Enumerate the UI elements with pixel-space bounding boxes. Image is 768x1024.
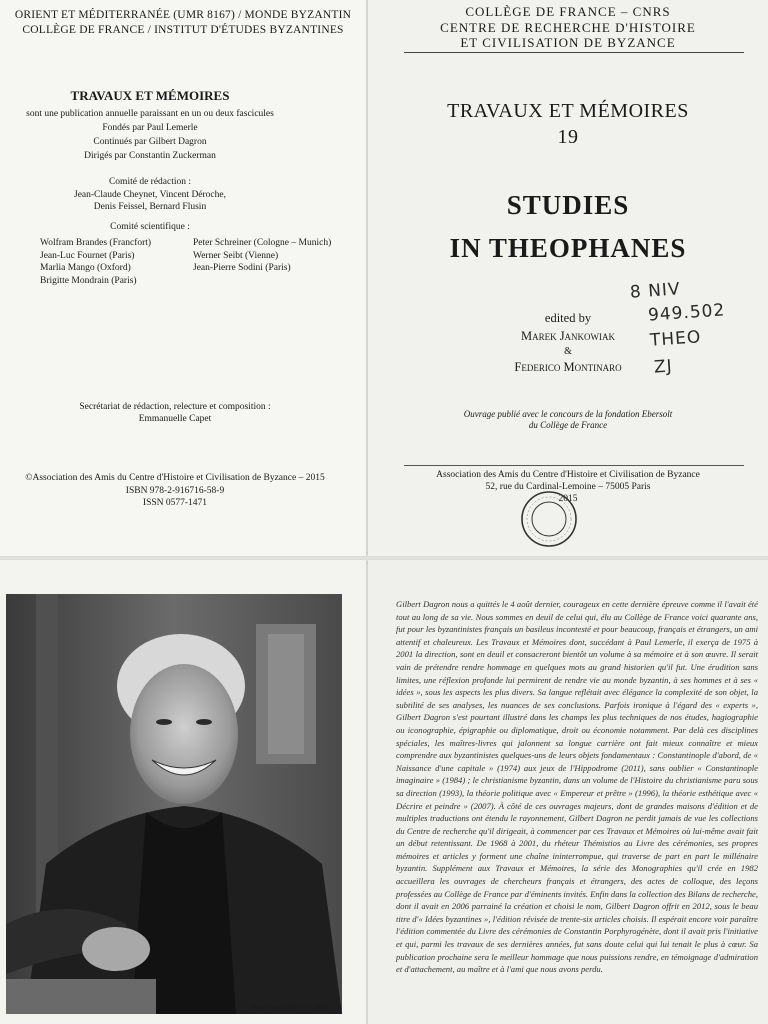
directed-by: Dirigés par Constantin Zuckerman xyxy=(84,151,216,161)
series-description-block xyxy=(0,107,300,163)
secretariat-label: Secrétariat de rédaction, relecture et composition : xyxy=(79,402,271,412)
photo-credit: Paris, 4 mars 2007 © C. Hélie xyxy=(252,1004,331,1011)
series-name: TRAVAUX ET MÉMOIRES xyxy=(447,100,689,122)
title-header-line-2: CENTRE DE RECHERCHE D'HISTOIRE xyxy=(440,19,696,35)
secretariat-name: Emmanuelle Capet xyxy=(138,414,212,424)
issn: ISSN 0577-1471 xyxy=(142,498,208,508)
portrait-page xyxy=(0,560,366,1024)
series-title: TRAVAUX ET MÉMOIRES xyxy=(70,88,230,103)
committee-member: Werner Seibt (Vienne) xyxy=(193,250,279,261)
support-line-1: Ouvrage publié avec le concours de la fondation Ebersolt xyxy=(463,409,673,419)
handwritten-shelfmark-2: 949.502 xyxy=(647,300,726,326)
editor-1: Marek Jankowiak xyxy=(520,329,616,343)
title-page-header xyxy=(368,4,768,51)
volume-number: 19 xyxy=(557,126,579,148)
tribute-text-page xyxy=(368,560,768,1024)
scientific-committee-left xyxy=(40,237,190,287)
title-header-line-3: ET CIVILISATION DE BYZANCE xyxy=(460,35,676,50)
edited-by-label: edited by xyxy=(544,311,592,325)
secretariat xyxy=(0,401,350,425)
copyright-block xyxy=(0,472,350,510)
book-title-line-1: STUDIES xyxy=(506,190,630,220)
copyright-line: ©Association des Amis du Centre d'Histoire et Civilisation de Byzance – 2015 xyxy=(25,473,325,483)
handwritten-shelfmark-4: ZJ xyxy=(653,356,674,378)
header-line-1: ORIENT ET MÉDITERRANÉE (UMR 8167) / MONDE BYZANTIN xyxy=(14,9,352,21)
publisher-address: 52, rue du Cardinal-Lemoine – 75005 Paris xyxy=(485,482,651,492)
editor-2: Federico Montinaro xyxy=(514,360,622,374)
portrait-photo xyxy=(6,594,342,1014)
header-line-2: COLLÈGE DE FRANCE / INSTITUT D'ÉTUDES BYZANTINES xyxy=(22,24,344,36)
title-header-line-1: COLLÈGE DE FRANCE – CNRS xyxy=(465,4,671,19)
library-stamp-icon xyxy=(520,490,578,548)
editorial-committee-line-1: Jean-Claude Cheynet, Vincent Déroche, xyxy=(74,189,226,200)
book-title xyxy=(368,184,768,270)
scientific-committee-right xyxy=(193,237,363,275)
isbn: ISBN 978-2-916716-58-9 xyxy=(125,485,225,496)
header-rule xyxy=(404,52,744,53)
publisher-rule xyxy=(404,465,744,466)
institution-header xyxy=(0,8,366,38)
support-note xyxy=(368,409,768,431)
committee-member: Jean-Luc Fournet (Paris) xyxy=(40,250,135,261)
editorial-committee-line-2: Denis Feissel, Bernard Flusin xyxy=(93,202,207,212)
support-line-2: du Collège de France xyxy=(528,420,608,430)
ampersand: & xyxy=(564,346,572,357)
committee-member: Peter Schreiner (Cologne – Munich) xyxy=(193,238,332,248)
committee-member: Wolfram Brandes (Francfort) xyxy=(40,238,152,248)
series-description: sont une publication annuelle paraissant en un ou deux fascicules xyxy=(26,109,274,119)
tribute-paragraph: Gilbert Dagron nous a quittés le 4 août dernier, courageux en cette dernière épreuve comme il l'avait été tout au long de sa vie. Nous sommes en deuil de celui qui, élu au Collège de France voici quarante ans, fut pour les byzantinistes français un basileus incontesté et pour beaucoup, français et étrangers, un ami attentif et chaleureux. Les Travaux et Mémoires dont, succédant à Paul Lemerle, il exerça de 1975 à 2001 la direction, sont en deuil et consacreront bientôt un volume à sa mémoire et à son œuvre. Il serait vain de prétendre rendre hommage en quelques mots au grand historien qu'il fut. Une érudition sans limites, une réflexion profonde lui permirent de rendre vie au monde byzantin, à ses hommes et à ses « idées », sous les aspects les plus divers. Sa langue reflétait avec élégance la complexité de son objet, la subtilité de ses analyses, les nuances de ses conclusions. Parfois ironique à l'égard des « experts », Gilbert Dagron s'est pourtant illustré dans les champs les plus techniques de nos études, hagiographie ou iconographie, épigraphie ou diplomatique, droit ou économie notamment. Par delà ces disciplines spéciales, les maîtres-livres qui jalonnent sa longue carrière ont fait mieux connaître et mieux comprendre aux byzantinistes quelques-uns de leurs objets fondamentaux : Constantinople d'abord, de « Naissance d'une capitale » (1974) aux jeux de l'Hippodrome (2011), sans oublier « Constantinople imaginaire » (1984) ; le christianisme byzantin, dans un volume de l'Histoire du christianisme paru sous sa direction (1993), la théorie politique avec « Empereur et prêtre » (1996), la théorie esthétique avec « Décrire et peindre » (2007). À côté de ces ouvrages majeurs, dont de grandes maisons d'édition et de multiples traductions ont étendu le rayonnement, Gilbert Dagron ne perdit jamais de vue les collections du Centre de recherche qu'il dirigeait, à commencer par ces Travaux et Mémoires où lui-même avait fait un début retentissant. De 1968 à 2001, du rhéteur Thémistios au Livre des cérémonies, ses propres mémoires et articles y forment une chaîne ininterrompue, qui traverse de part en part le millénaire byzantin. Supplément aux Travaux et Mémoires, la série des Monographies qu'il crée en 1982 accueillera les ouvrages de chercheurs français et étrangers, des actes de colloque, des leçons professées au Collège de France par d'éminents invités. Enfin dans la collection des Bilans de recherche, dont il avait en 2006 parrainé la création et choisi le nom, Gilbert Dagron offrit en 2012, sous le beau titre d'« Idées byzantines », l'édition révisée de trente-six articles choisis. Il espérait encore voir paraître l'édition commentée du Livre des cérémonies de Constantin Porphyrogénète, dont il avait pris l'initiative et qui, parmi les travaux de ses dernières années, fut sans doute celui qui lui tenait le plus à cœur. Sa publication prochaine sera le meilleur hommage que nous puissions rendre, en témoignage d'admiration et d'attachement, au maître et à l'ami que nous avons perdu. xyxy=(396,599,758,975)
editorial-committee-label: Comité de rédaction : xyxy=(108,177,192,187)
committee-member: Jean-Pierre Sodini (Paris) xyxy=(193,263,291,273)
handwritten-shelfmark-1: 8 NIV xyxy=(629,279,682,303)
book-title-line-2: IN THEOPHANES xyxy=(449,233,687,263)
handwritten-shelfmark-3: THEO xyxy=(649,327,702,351)
series-heading xyxy=(368,98,768,150)
scientific-committee-label: Comité scientifique : xyxy=(110,222,190,232)
colophon-page xyxy=(0,0,366,556)
publication-year: 2015 xyxy=(558,494,578,504)
founded-by: Fondés par Paul Lemerle xyxy=(102,123,198,133)
title-page xyxy=(368,0,768,556)
committee-member: Brigitte Mondrain (Paris) xyxy=(40,275,137,286)
editorial-committee xyxy=(0,176,300,214)
continued-by: Continués par Gilbert Dagron xyxy=(93,137,207,147)
committee-member: Marlia Mango (Oxford) xyxy=(40,263,131,273)
publisher-name: Association des Amis du Centre d'Histoire et Civilisation de Byzance xyxy=(436,470,700,480)
